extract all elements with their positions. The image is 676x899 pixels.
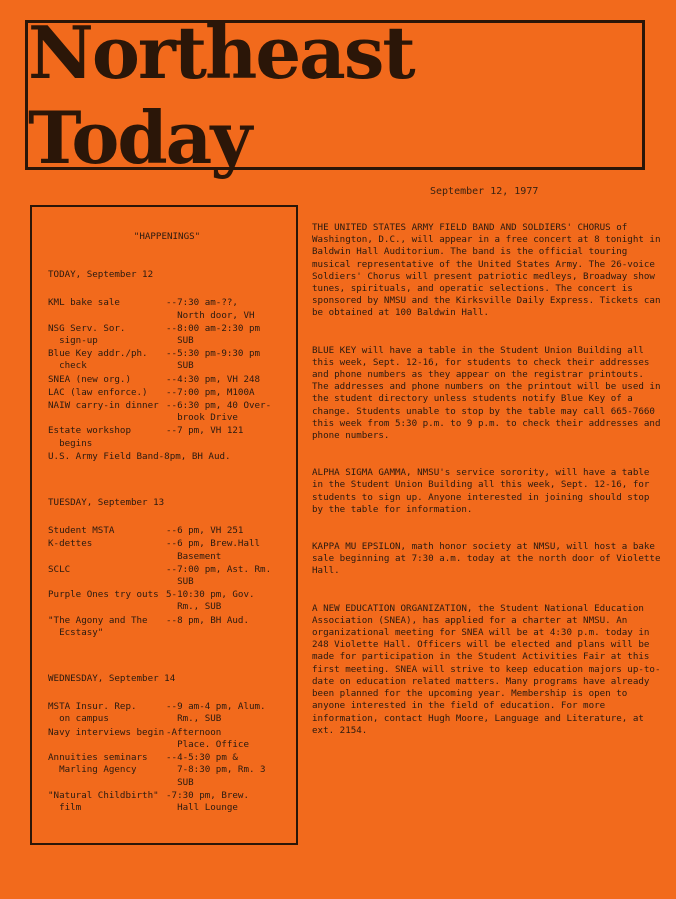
event-row bbox=[48, 387, 286, 399]
event-name: MSTA Insur. Rep. on campus bbox=[48, 701, 137, 725]
event-name: Student MSTA bbox=[48, 525, 115, 537]
event-time-place: --6 pm, VH 251 bbox=[166, 525, 244, 537]
masthead-box bbox=[25, 10, 645, 180]
event-row bbox=[48, 297, 286, 321]
event-time-place: --4-5:30 pm & 7-8:30 pm, Rm. 3 SUB bbox=[166, 752, 266, 788]
event-time-place: --4:30 pm, VH 248 bbox=[166, 373, 261, 385]
event-row bbox=[48, 790, 286, 814]
event-time-place: --6 pm, Brew.Hall Basement bbox=[166, 538, 261, 562]
article-paragraph: KAPPA MU EPSILON, math honor society at NMSU, will host a bake sale beginning at 7:30 a.m. today at the north door of Violette Hall. bbox=[312, 541, 661, 577]
event-name: Purple Ones try outs bbox=[48, 589, 159, 601]
day-heading: TODAY, September 12 bbox=[48, 269, 154, 281]
event-name: Estate workshop begins bbox=[48, 425, 131, 449]
event-time-place: --7:30 am-??, North door, VH bbox=[166, 297, 255, 321]
event-name: NAIW carry-in dinner bbox=[48, 400, 159, 412]
article-paragraph: A NEW EDUCATION ORGANIZATION, the Student National Education Association (SNEA), has applied for a charter at NMSU. An organizational meeting for SNEA will be at 4:30 p.m. today in 248 Violette Hall. Officers will be elected and plans will be made for participation in the Student Activities Fair at this first meeting. SNEA will strive to keep education majors up-to-date on education related matters. Many programs have already been planned for the upcoming year. Membership is open to anyone interested in the field of education. For more information, contact Hugh Moore, Language and Literature, at ext. 2154. bbox=[312, 602, 661, 736]
event-row bbox=[48, 564, 286, 588]
day-heading: WEDNESDAY, September 14 bbox=[48, 673, 176, 685]
article-paragraph: BLUE KEY will have a table in the Student Union Building all this week, Sept. 12-16, for students to check their addresses and phone numbers as they appear on the registrar printouts. The addresses and phone numbers on the printout will be used in the student directory unless students notify Blue Key of a change. Students unable to stop by the table may call 665-7660 this week from 5:30 p.m. to 9 p.m. to check their addresses and phone numbers. bbox=[312, 344, 661, 442]
event-time-place: -Afternoon Place. Office bbox=[166, 726, 249, 750]
event-time-place: --8 pm, BH Aud. bbox=[166, 614, 249, 626]
event-row bbox=[48, 400, 286, 424]
event-name: K-dettes bbox=[48, 538, 93, 550]
event-name: SNEA (new org.) bbox=[48, 373, 131, 385]
article-paragraph: THE UNITED STATES ARMY FIELD BAND AND SOLDIERS' CHORUS of Washington, D.C., will appear in a free concert at 8 tonight in Baldwin Hall Auditorium. The band is the official touring musical representative of the United States Army. The 26-voice Soldiers' Chorus will present patriotic medleys, Broadway show tunes, spirituals, and operatic selections. The concert is sponsored by NMSU and the Kirksville Daily Express. Tickets can be obtained at 100 Baldwin Hall. bbox=[312, 222, 661, 319]
happenings-heading: "HAPPENINGS" bbox=[133, 231, 201, 242]
event-row bbox=[48, 589, 286, 613]
event-name: Navy interviews begin bbox=[48, 726, 165, 738]
event-row bbox=[48, 538, 286, 562]
event-name: SCLC bbox=[48, 563, 71, 575]
event-name: Annuities seminars Marling Agency bbox=[48, 752, 148, 776]
event-entry: U.S. Army Field Band-8pm, BH Aud. bbox=[48, 450, 231, 462]
event-time-place: --7:00 pm, Ast. Rm. SUB bbox=[166, 563, 272, 588]
event-name: Blue Key addr./ph. check bbox=[48, 348, 148, 372]
masthead-title: Northeast Today bbox=[28, 10, 414, 180]
event-row bbox=[48, 701, 286, 725]
event-row bbox=[48, 752, 286, 789]
event-time-place: --5:30 pm-9:30 pm SUB bbox=[166, 348, 261, 372]
event-row bbox=[48, 727, 286, 751]
event-time-place: -7:30 pm, Brew. Hall Lounge bbox=[166, 789, 249, 813]
happenings-days bbox=[48, 269, 286, 814]
event-time-place: --9 am-4 pm, Alum. Rm., SUB bbox=[166, 701, 266, 725]
event-row bbox=[48, 425, 286, 449]
event-time-place: 5-10:30 pm, Gov. Rm., SUB bbox=[166, 589, 255, 613]
event-time-place: --6:30 pm, 40 Over- brook Drive bbox=[166, 400, 272, 424]
event-row bbox=[48, 374, 286, 386]
issue-date: September 12, 1977 bbox=[430, 186, 539, 197]
day-heading: TUESDAY, September 13 bbox=[48, 497, 165, 509]
event-time-place: --7 pm, VH 121 bbox=[166, 425, 244, 437]
event-row bbox=[48, 615, 286, 639]
event-name: "The Agony and The Ecstasy" bbox=[48, 614, 148, 638]
event-row bbox=[48, 348, 286, 372]
articles-column bbox=[312, 222, 662, 882]
event-name: KML bake sale bbox=[48, 297, 120, 309]
event-time-place: --8:00 am-2:30 pm SUB bbox=[166, 322, 261, 347]
article-paragraph: ALPHA SIGMA GAMMA, NMSU's service sorority, will have a table in the Student Union Building all this week, Sept. 12-16, for students to sign up. Anyone interested in joining should stop by the table for information. bbox=[312, 467, 650, 515]
happenings-box bbox=[30, 205, 298, 845]
event-row bbox=[48, 525, 286, 537]
event-name: LAC (law enforce.) bbox=[48, 386, 148, 398]
event-time-place: --7:00 pm, M100A bbox=[166, 386, 255, 398]
event-name: NSG Serv. Sor. sign-up bbox=[48, 322, 126, 347]
event-row bbox=[48, 323, 286, 347]
event-name: "Natural Childbirth" film bbox=[48, 789, 159, 813]
